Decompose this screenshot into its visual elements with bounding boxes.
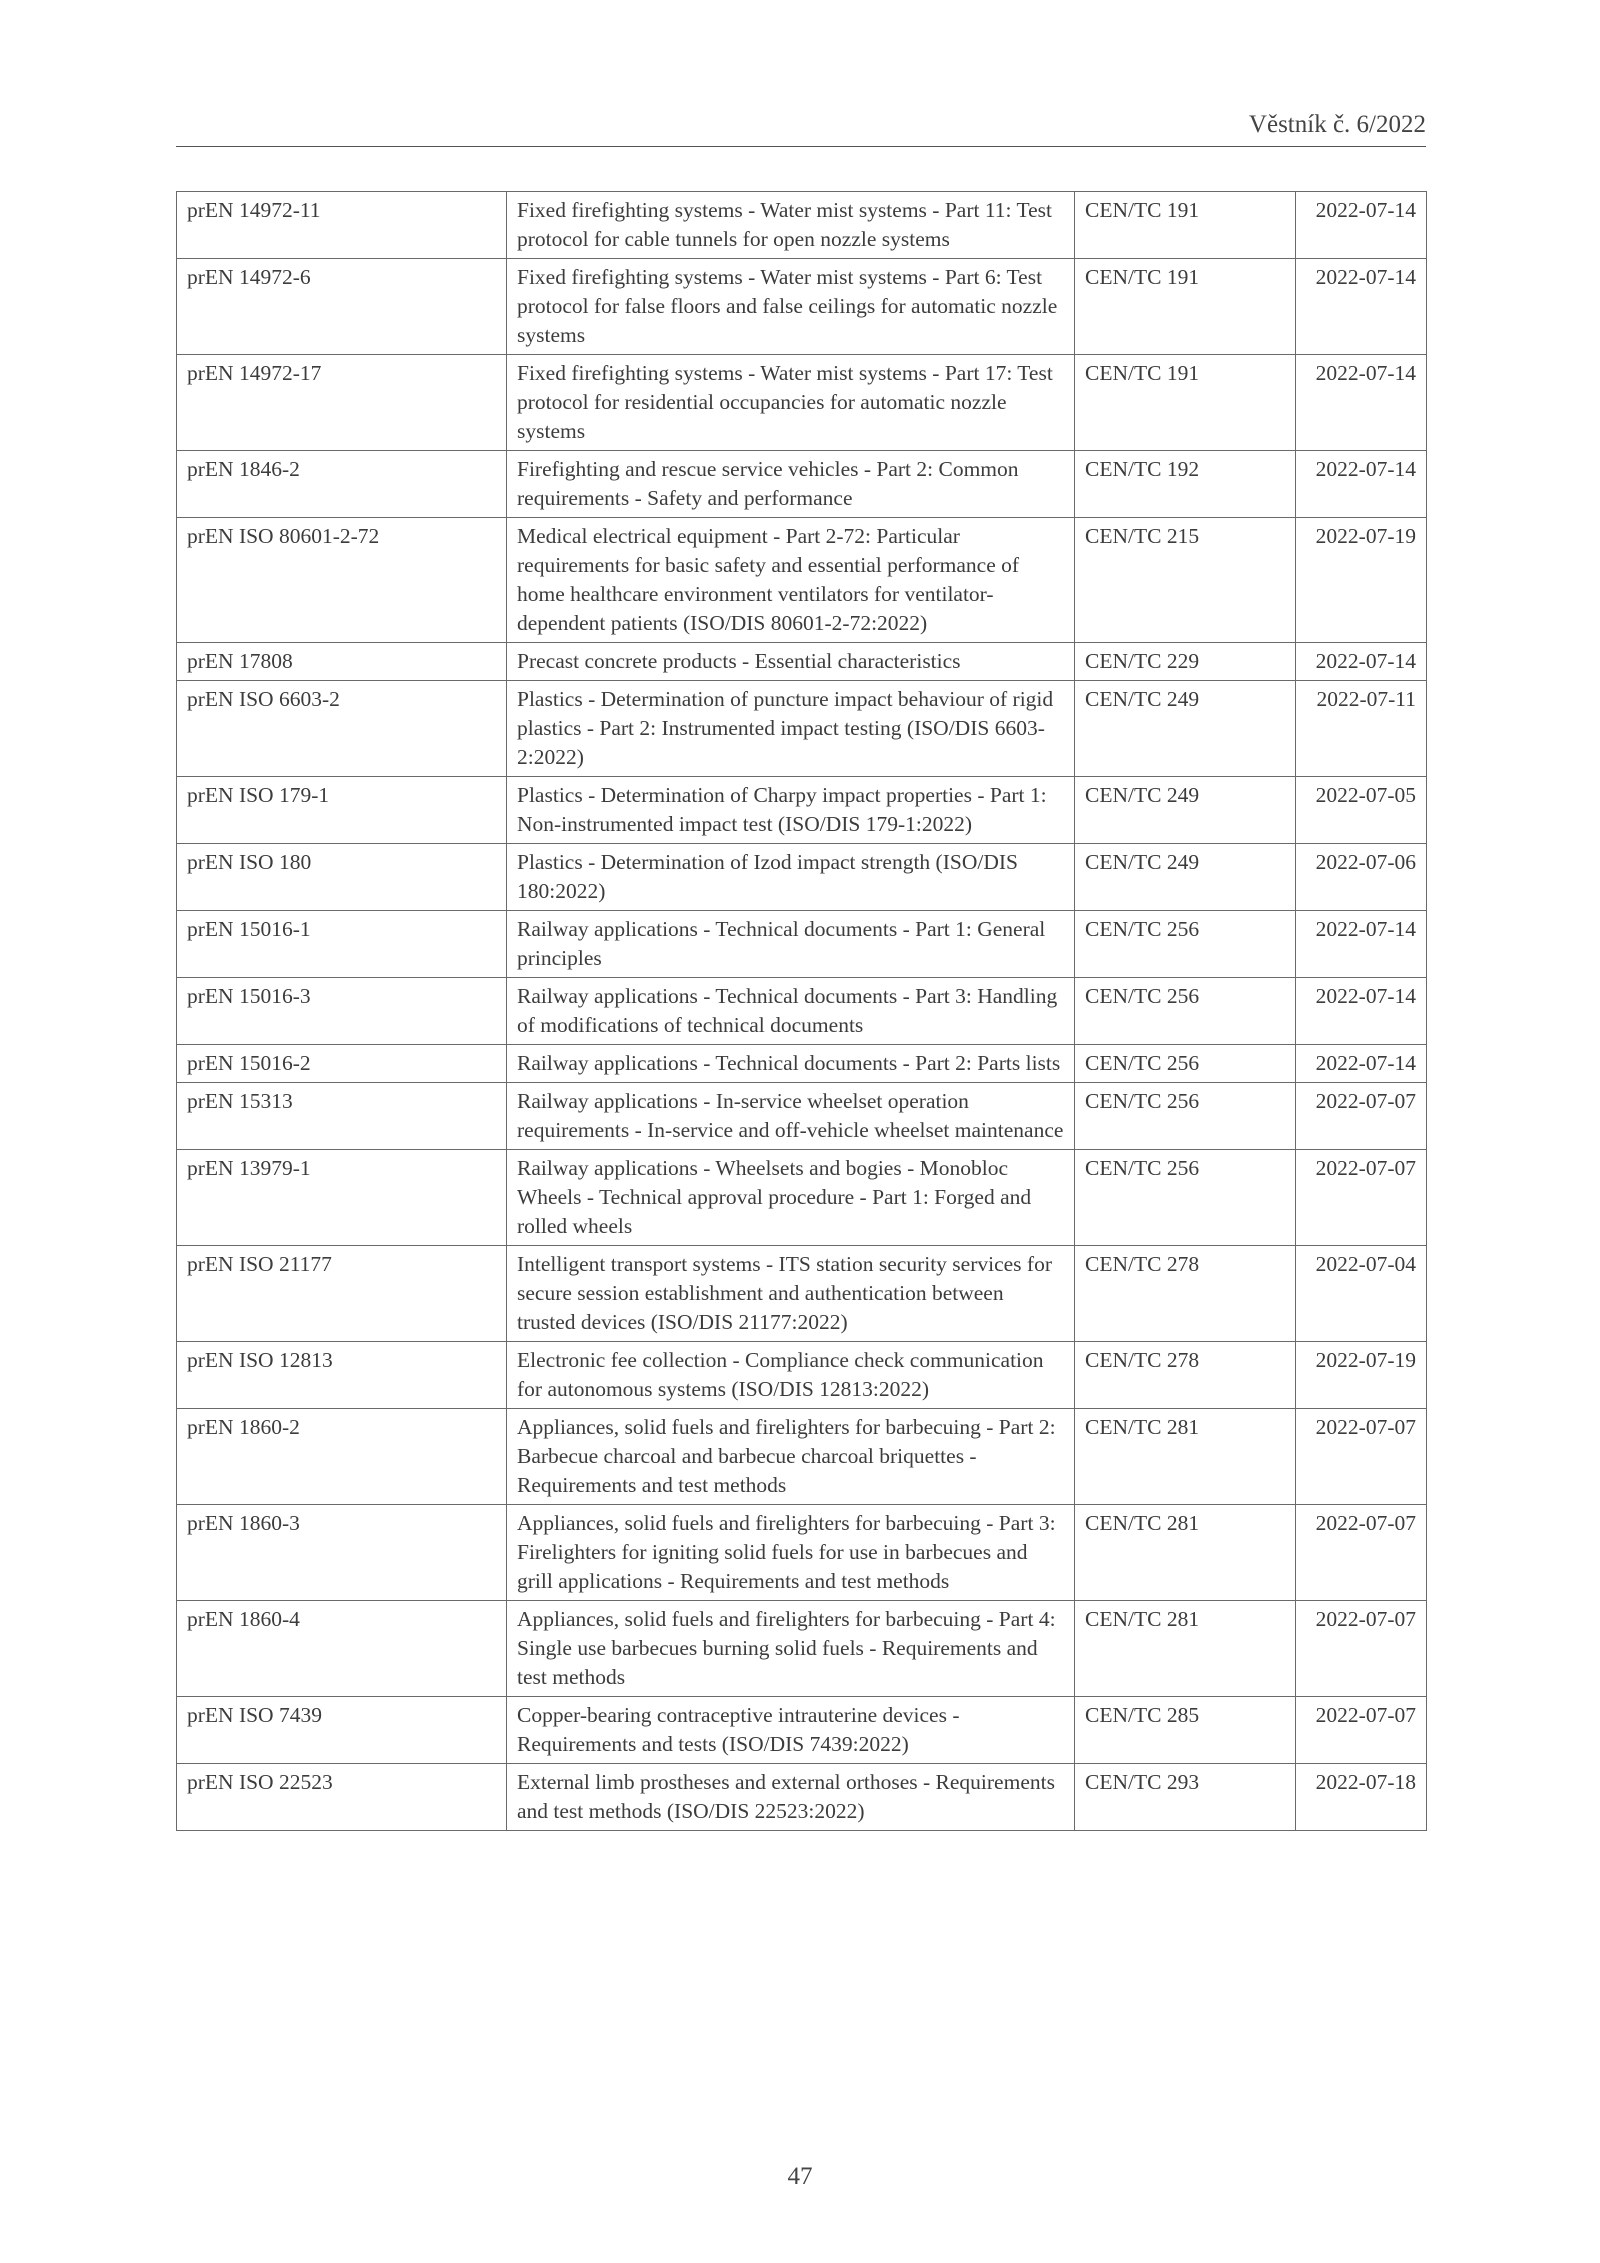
- table-row: [177, 681, 1427, 777]
- table-row: [177, 1045, 1427, 1083]
- standard-title-cell: Railway applications - Wheelsets and bogies - Monobloc Wheels - Technical approval procedure - Part 1: Forged and rolled wheels: [507, 1150, 1075, 1246]
- committee-cell: CEN/TC 293: [1075, 1764, 1296, 1831]
- table-row: [177, 451, 1427, 518]
- standard-title-cell: Plastics - Determination of Izod impact strength (ISO/DIS 180:2022): [507, 844, 1075, 911]
- standard-title-cell: Plastics - Determination of Charpy impact properties - Part 1: Non-instrumented impact test (ISO/DIS 179-1:2022): [507, 777, 1075, 844]
- standard-code-cell: prEN ISO 12813: [177, 1342, 507, 1409]
- committee-cell: CEN/TC 278: [1075, 1342, 1296, 1409]
- deadline-date-cell: 2022-07-05: [1296, 777, 1427, 844]
- standard-code-cell: prEN 1860-3: [177, 1505, 507, 1601]
- committee-cell: CEN/TC 191: [1075, 355, 1296, 451]
- committee-cell: CEN/TC 256: [1075, 1150, 1296, 1246]
- committee-cell: CEN/TC 249: [1075, 844, 1296, 911]
- standard-code-cell: prEN 15016-1: [177, 911, 507, 978]
- table-row: [177, 192, 1427, 259]
- committee-cell: CEN/TC 256: [1075, 1083, 1296, 1150]
- standard-code-cell: prEN 14972-17: [177, 355, 507, 451]
- standard-code-cell: prEN ISO 7439: [177, 1697, 507, 1764]
- deadline-date-cell: 2022-07-14: [1296, 1045, 1427, 1083]
- page-header: [176, 110, 1426, 147]
- standard-title-cell: Firefighting and rescue service vehicles - Part 2: Common requirements - Safety and performance: [507, 451, 1075, 518]
- standard-title-cell: Railway applications - Technical documents - Part 3: Handling of modifications of technical documents: [507, 978, 1075, 1045]
- committee-cell: CEN/TC 278: [1075, 1246, 1296, 1342]
- deadline-date-cell: 2022-07-19: [1296, 1342, 1427, 1409]
- table-row: [177, 1409, 1427, 1505]
- committee-cell: CEN/TC 256: [1075, 911, 1296, 978]
- standard-code-cell: prEN 15016-3: [177, 978, 507, 1045]
- deadline-date-cell: 2022-07-07: [1296, 1505, 1427, 1601]
- standards-table-body: [177, 192, 1427, 1831]
- standard-code-cell: prEN 14972-6: [177, 259, 507, 355]
- deadline-date-cell: 2022-07-14: [1296, 192, 1427, 259]
- standard-code-cell: prEN ISO 22523: [177, 1764, 507, 1831]
- standard-title-cell: Intelligent transport systems - ITS station security services for secure session establishment and authentication between trusted devices (ISO/DIS 21177:2022): [507, 1246, 1075, 1342]
- deadline-date-cell: 2022-07-14: [1296, 355, 1427, 451]
- standard-code-cell: prEN 1860-2: [177, 1409, 507, 1505]
- deadline-date-cell: 2022-07-07: [1296, 1083, 1427, 1150]
- standard-title-cell: Electronic fee collection - Compliance check communication for autonomous systems (ISO/DIS 12813:2022): [507, 1342, 1075, 1409]
- table-row: [177, 911, 1427, 978]
- bulletin-title: Věstník č. 6/2022: [1248, 111, 1426, 138]
- deadline-date-cell: 2022-07-14: [1296, 451, 1427, 518]
- table-row: [177, 844, 1427, 911]
- deadline-date-cell: 2022-07-14: [1296, 643, 1427, 681]
- committee-cell: CEN/TC 285: [1075, 1697, 1296, 1764]
- standard-title-cell: Copper-bearing contraceptive intrauterine devices - Requirements and tests (ISO/DIS 7439:2022): [507, 1697, 1075, 1764]
- table-row: [177, 355, 1427, 451]
- standard-title-cell: Fixed firefighting systems - Water mist systems - Part 17: Test protocol for residential occupancies for automatic nozzle systems: [507, 355, 1075, 451]
- table-row: [177, 1505, 1427, 1601]
- standard-title-cell: Fixed firefighting systems - Water mist systems - Part 11: Test protocol for cable tunnels for open nozzle systems: [507, 192, 1075, 259]
- deadline-date-cell: 2022-07-19: [1296, 518, 1427, 643]
- standard-code-cell: prEN ISO 21177: [177, 1246, 507, 1342]
- deadline-date-cell: 2022-07-07: [1296, 1601, 1427, 1697]
- table-row: [177, 1150, 1427, 1246]
- committee-cell: CEN/TC 281: [1075, 1505, 1296, 1601]
- deadline-date-cell: 2022-07-06: [1296, 844, 1427, 911]
- standard-code-cell: prEN ISO 80601-2-72: [177, 518, 507, 643]
- page-number: 47: [787, 2163, 813, 2190]
- standard-code-cell: prEN 14972-11: [177, 192, 507, 259]
- deadline-date-cell: 2022-07-07: [1296, 1697, 1427, 1764]
- standard-title-cell: External limb prostheses and external orthoses - Requirements and test methods (ISO/DIS 22523:2022): [507, 1764, 1075, 1831]
- table-row: [177, 1697, 1427, 1764]
- committee-cell: CEN/TC 215: [1075, 518, 1296, 643]
- deadline-date-cell: 2022-07-11: [1296, 681, 1427, 777]
- standard-code-cell: prEN 13979-1: [177, 1150, 507, 1246]
- committee-cell: CEN/TC 281: [1075, 1601, 1296, 1697]
- committee-cell: CEN/TC 256: [1075, 1045, 1296, 1083]
- deadline-date-cell: 2022-07-07: [1296, 1409, 1427, 1505]
- deadline-date-cell: 2022-07-14: [1296, 978, 1427, 1045]
- table-row: [177, 518, 1427, 643]
- standard-title-cell: Appliances, solid fuels and firelighters for barbecuing - Part 3: Firelighters for igniting solid fuels for use in barbecues and grill applications - Requirements and test methods: [507, 1505, 1075, 1601]
- deadline-date-cell: 2022-07-18: [1296, 1764, 1427, 1831]
- committee-cell: CEN/TC 249: [1075, 681, 1296, 777]
- committee-cell: CEN/TC 229: [1075, 643, 1296, 681]
- committee-cell: CEN/TC 191: [1075, 192, 1296, 259]
- standard-code-cell: prEN ISO 180: [177, 844, 507, 911]
- standard-title-cell: Railway applications - In-service wheelset operation requirements - In-service and off-vehicle wheelset maintenance: [507, 1083, 1075, 1150]
- committee-cell: CEN/TC 249: [1075, 777, 1296, 844]
- deadline-date-cell: 2022-07-14: [1296, 259, 1427, 355]
- standard-code-cell: prEN 1846-2: [177, 451, 507, 518]
- standard-code-cell: prEN 1860-4: [177, 1601, 507, 1697]
- standard-title-cell: Appliances, solid fuels and firelighters for barbecuing - Part 4: Single use barbecues burning solid fuels - Requirements and test methods: [507, 1601, 1075, 1697]
- standard-title-cell: Railway applications - Technical documents - Part 1: General principles: [507, 911, 1075, 978]
- committee-cell: CEN/TC 256: [1075, 978, 1296, 1045]
- table-row: [177, 978, 1427, 1045]
- committee-cell: CEN/TC 192: [1075, 451, 1296, 518]
- table-row: [177, 643, 1427, 681]
- table-row: [177, 1601, 1427, 1697]
- table-row: [177, 259, 1427, 355]
- standard-code-cell: prEN 15313: [177, 1083, 507, 1150]
- standard-title-cell: Medical electrical equipment - Part 2-72: Particular requirements for basic safety and essential performance of home healthcare environment ventilators for ventilator-dependent patients (ISO/DIS 80601-2-72:2022): [507, 518, 1075, 643]
- deadline-date-cell: 2022-07-14: [1296, 911, 1427, 978]
- standard-code-cell: prEN 17808: [177, 643, 507, 681]
- table-row: [177, 1764, 1427, 1831]
- standard-title-cell: Plastics - Determination of puncture impact behaviour of rigid plastics - Part 2: Instrumented impact testing (ISO/DIS 6603-2:2022): [507, 681, 1075, 777]
- standard-title-cell: Fixed firefighting systems - Water mist systems - Part 6: Test protocol for false floors and false ceilings for automatic nozzle systems: [507, 259, 1075, 355]
- standard-title-cell: Railway applications - Technical documents - Part 2: Parts lists: [507, 1045, 1075, 1083]
- standard-code-cell: prEN 15016-2: [177, 1045, 507, 1083]
- deadline-date-cell: 2022-07-04: [1296, 1246, 1427, 1342]
- table-row: [177, 1342, 1427, 1409]
- table-row: [177, 1246, 1427, 1342]
- committee-cell: CEN/TC 191: [1075, 259, 1296, 355]
- deadline-date-cell: 2022-07-07: [1296, 1150, 1427, 1246]
- standard-title-cell: Appliances, solid fuels and firelighters for barbecuing - Part 2: Barbecue charcoal and barbecue charcoal briquettes - Requirements and test methods: [507, 1409, 1075, 1505]
- standard-code-cell: prEN ISO 179-1: [177, 777, 507, 844]
- standard-code-cell: prEN ISO 6603-2: [177, 681, 507, 777]
- table-row: [177, 1083, 1427, 1150]
- standards-table: [176, 191, 1427, 1831]
- table-row: [177, 777, 1427, 844]
- committee-cell: CEN/TC 281: [1075, 1409, 1296, 1505]
- standard-title-cell: Precast concrete products - Essential characteristics: [507, 643, 1075, 681]
